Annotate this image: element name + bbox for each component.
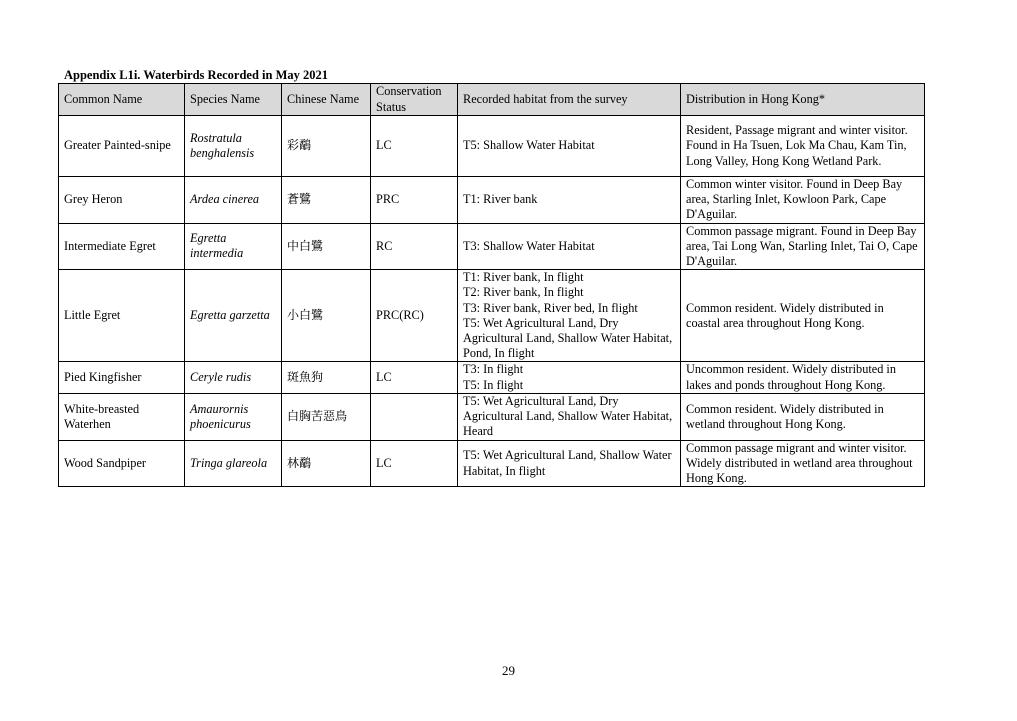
cell-distribution: Common resident. Widely distributed in coastal area throughout Hong Kong. [681,270,925,362]
page-number: 29 [502,663,515,678]
cell-common-name: White-breasted Waterhen [59,393,185,440]
cell-conservation-status: LC [371,362,458,393]
table-row [59,177,925,224]
cell-species-name: Ardea cinerea [185,177,282,224]
cell-chinese-name: 小白鷺 [282,270,371,362]
cell-species-name: Tringa glareola [185,440,282,487]
cell-common-name: Little Egret [59,270,185,362]
cell-species-name: Egretta intermedia [185,223,282,270]
cell-conservation-status: RC [371,223,458,270]
cell-common-name: Grey Heron [59,177,185,224]
table-row [59,362,925,393]
cell-common-name: Greater Painted-snipe [59,116,185,177]
cell-chinese-name: 林鷸 [282,440,371,487]
header-species-name: Species Name [185,84,282,116]
cell-habitat: T1: River bank, In flight T2: River bank, In flight T3: River bank, River bed, In flight T5: Wet Agricultural Land, Dry Agricultural Land, Shallow Water Habitat, Pond, In flight [458,270,681,362]
cell-species-name: Amaurornis phoenicurus [185,393,282,440]
cell-conservation-status: LC [371,116,458,177]
cell-chinese-name: 蒼鷺 [282,177,371,224]
cell-distribution: Uncommon resident. Widely distributed in lakes and ponds throughout Hong Kong. [681,362,925,393]
cell-chinese-name: 彩鷸 [282,116,371,177]
cell-species-name: Ceryle rudis [185,362,282,393]
table-row [59,270,925,362]
cell-habitat: T5: Wet Agricultural Land, Shallow Water Habitat, In flight [458,440,681,487]
cell-chinese-name: 斑魚狗 [282,362,371,393]
table-row [59,393,925,440]
table-row [59,223,925,270]
cell-common-name: Pied Kingfisher [59,362,185,393]
cell-distribution: Common passage migrant. Found in Deep Bay area, Tai Long Wan, Starling Inlet, Tai O, Cape D'Aguilar. [681,223,925,270]
header-distribution: Distribution in Hong Kong* [681,84,925,116]
cell-distribution: Common passage migrant and winter visitor. Widely distributed in wetland area throughout Hong Kong. [681,440,925,487]
cell-conservation-status [371,393,458,440]
cell-habitat: T1: River bank [458,177,681,224]
table-row [59,116,925,177]
header-habitat: Recorded habitat from the survey [458,84,681,116]
header-chinese-name: Chinese Name [282,84,371,116]
cell-habitat: T3: In flight T5: In flight [458,362,681,393]
waterbirds-table [58,83,925,487]
cell-species-name: Rostratula benghalensis [185,116,282,177]
cell-chinese-name: 白胸苦惡鳥 [282,393,371,440]
cell-distribution: Resident, Passage migrant and winter visitor. Found in Ha Tsuen, Lok Ma Chau, Kam Tin, Long Valley, Hong Kong Wetland Park. [681,116,925,177]
table-header-row [59,84,925,116]
cell-conservation-status: PRC(RC) [371,270,458,362]
appendix-title: Appendix L1i. Waterbirds Recorded in May 2021 [64,68,329,82]
cell-common-name: Wood Sandpiper [59,440,185,487]
cell-conservation-status: LC [371,440,458,487]
cell-conservation-status: PRC [371,177,458,224]
header-conservation-status: Conservation Status [371,84,458,116]
table-row [59,440,925,487]
cell-distribution: Common resident. Widely distributed in wetland throughout Hong Kong. [681,393,925,440]
cell-habitat: T5: Wet Agricultural Land, Dry Agricultural Land, Shallow Water Habitat, Heard [458,393,681,440]
cell-habitat: T5: Shallow Water Habitat [458,116,681,177]
cell-habitat: T3: Shallow Water Habitat [458,223,681,270]
cell-distribution: Common winter visitor. Found in Deep Bay area, Starling Inlet, Kowloon Park, Cape D'Aguilar. [681,177,925,224]
table-body [59,116,925,487]
cell-common-name: Intermediate Egret [59,223,185,270]
cell-chinese-name: 中白鷺 [282,223,371,270]
cell-species-name: Egretta garzetta [185,270,282,362]
header-common-name: Common Name [59,84,185,116]
